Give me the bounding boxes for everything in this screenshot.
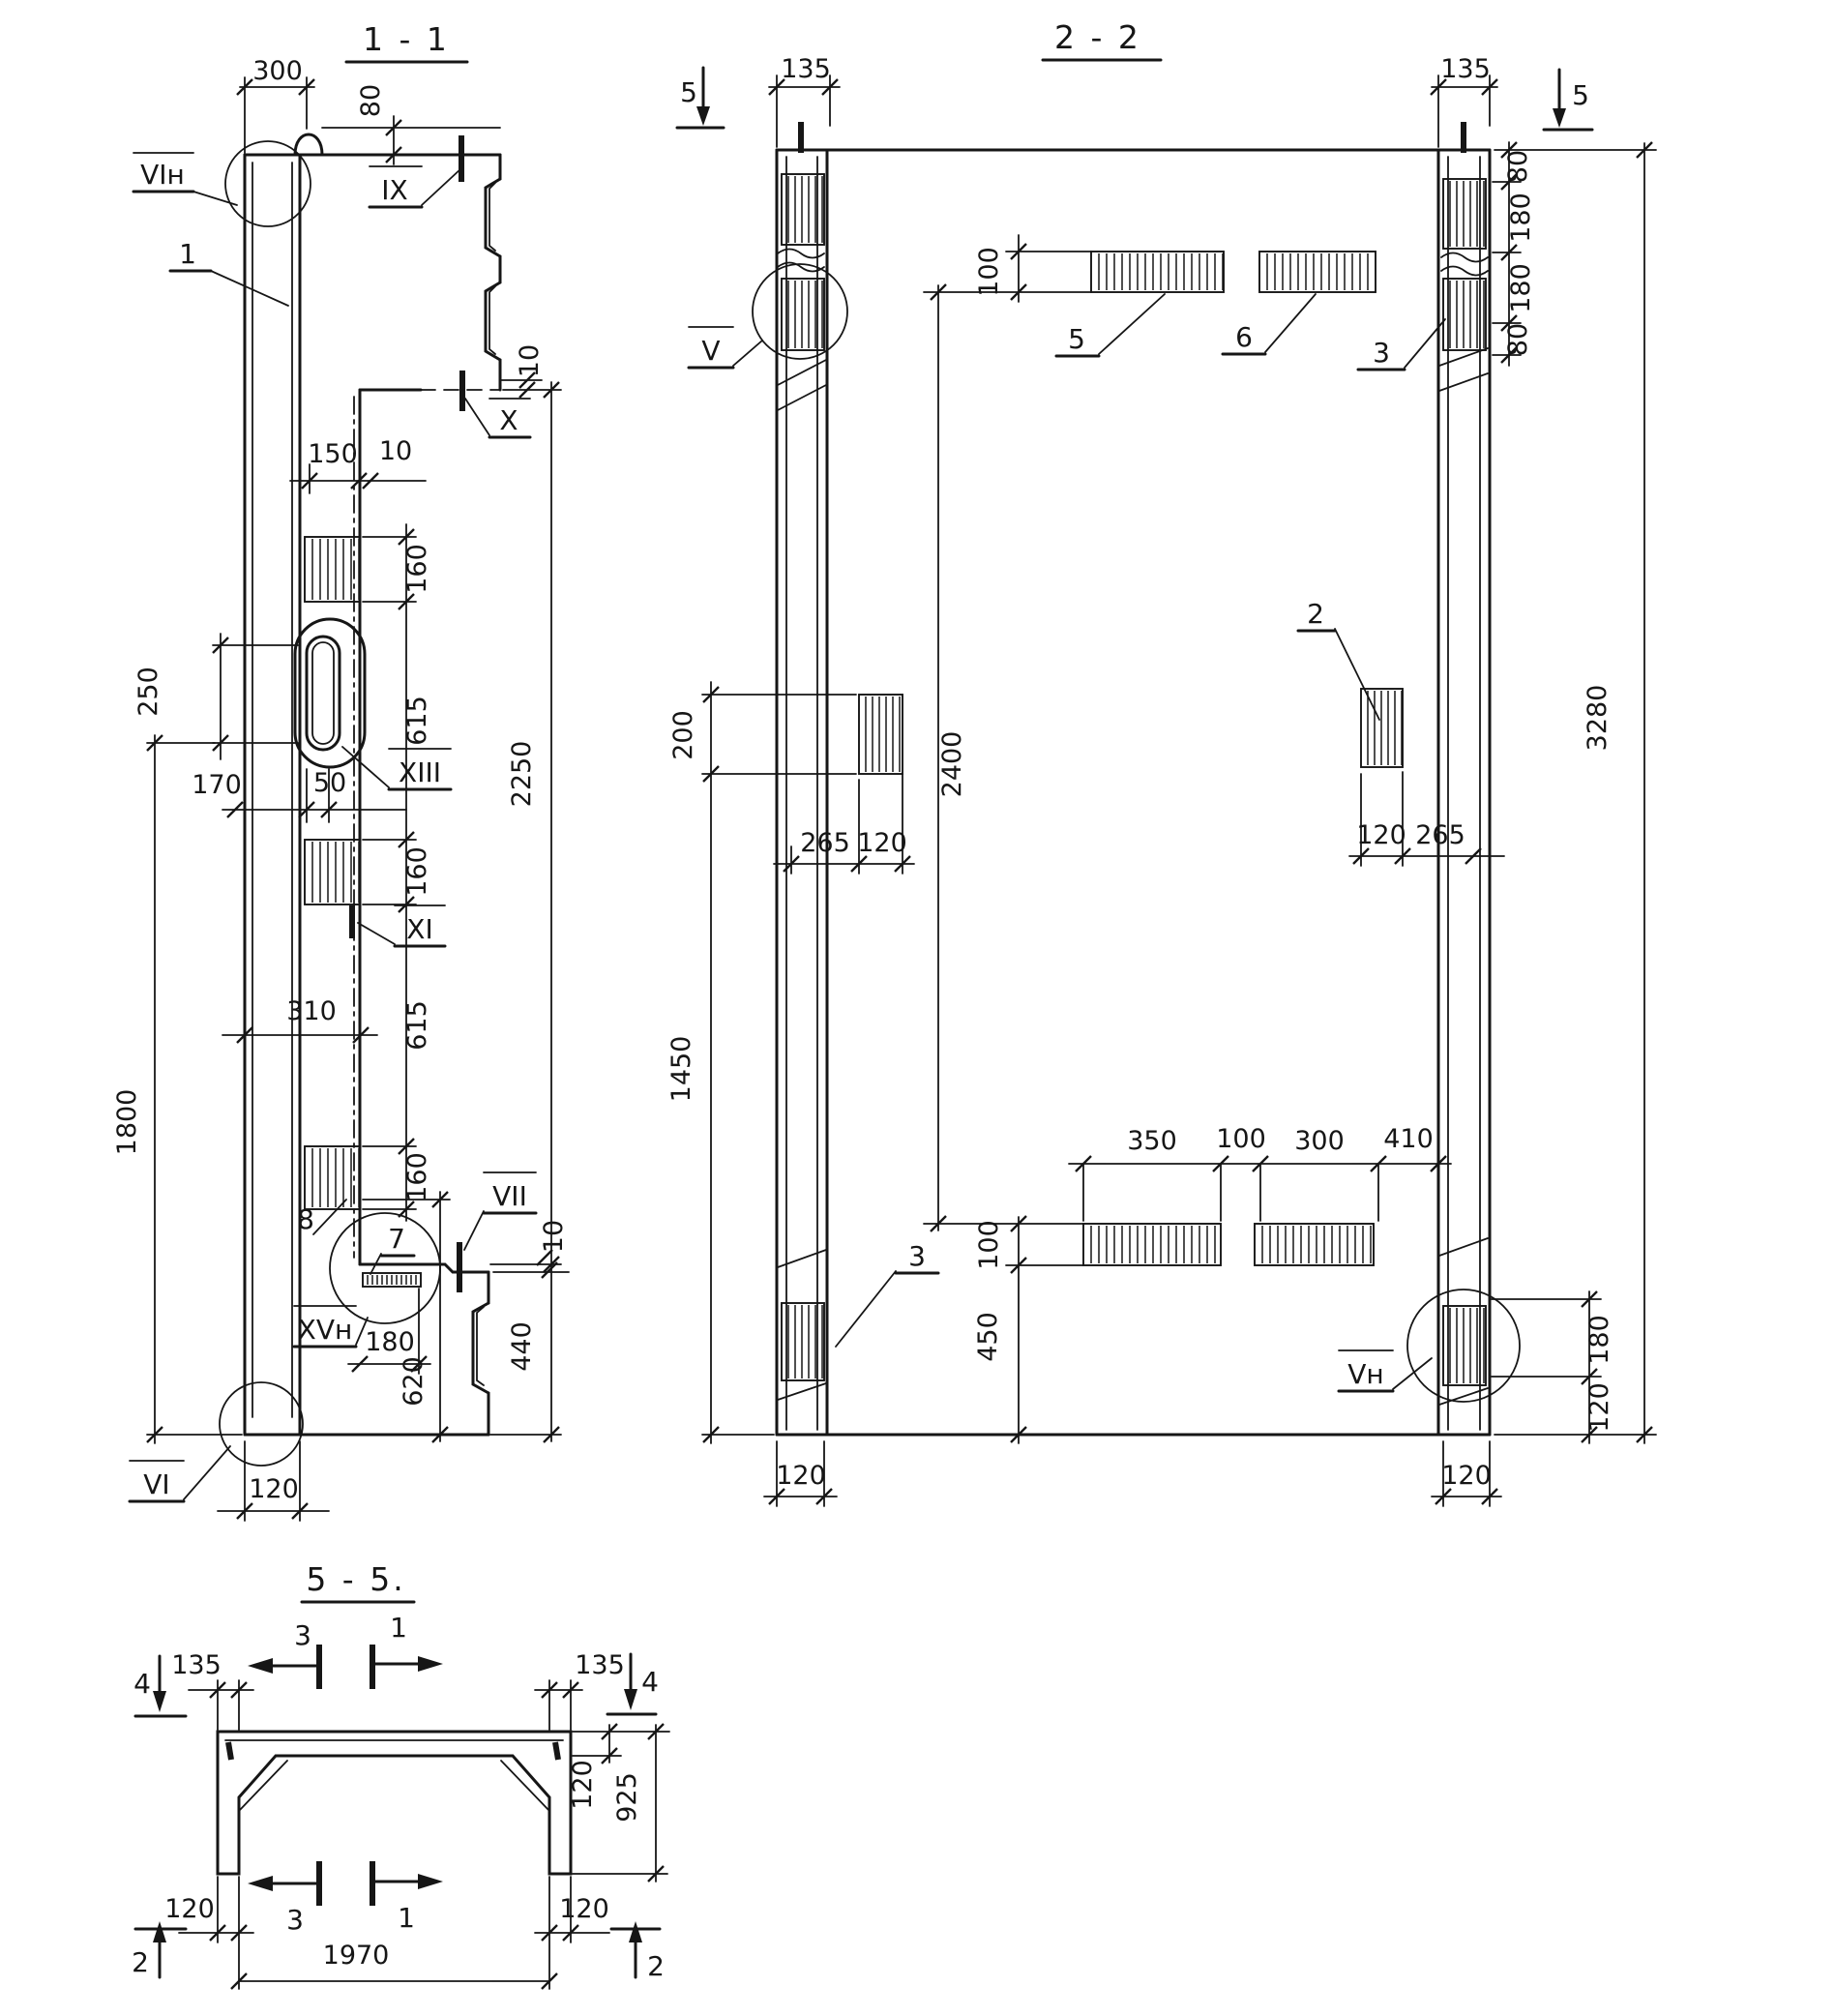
dim-100-mid: 100 (1216, 1124, 1266, 1154)
dim-450: 450 (973, 1312, 1003, 1362)
mark-2-left: 2 (132, 1946, 149, 1978)
dim-120-slab: 120 (568, 1760, 598, 1810)
dim-160-c: 160 (402, 1152, 432, 1202)
label-xi: XI (406, 913, 433, 945)
dim-80: 80 (356, 83, 386, 118)
dim-170: 170 (192, 770, 242, 800)
dim-180-a: 180 (1506, 193, 1536, 243)
dim-200: 200 (668, 710, 698, 760)
dim-150: 150 (308, 439, 358, 469)
stirrup-zone (305, 840, 360, 904)
mark-4-left: 4 (133, 1668, 151, 1700)
dim-10-step: 10 (378, 436, 413, 466)
dim-250: 250 (133, 667, 163, 717)
dim-10-bottom: 10 (539, 1219, 569, 1254)
stirrup-zone (305, 537, 360, 602)
label-v: V (701, 335, 721, 367)
anchor-zone-6 (1259, 252, 1376, 292)
dim-120-br: 120 (1441, 1461, 1492, 1491)
mark-4-right: 4 (641, 1666, 659, 1698)
label-vin: VIн (140, 159, 185, 191)
dim-300: 300 (1294, 1126, 1345, 1156)
anchor-zone-5 (1091, 252, 1224, 292)
dim-925: 925 (612, 1772, 642, 1823)
label-xvn: XVн (297, 1314, 353, 1346)
dim-1800: 1800 (112, 1088, 142, 1156)
dim-135-right: 135 (1440, 54, 1491, 84)
dim-10-top: 10 (515, 343, 545, 378)
label-2: 2 (1307, 598, 1324, 630)
label-vi: VI (143, 1468, 170, 1500)
label-vn: Vн (1347, 1358, 1384, 1390)
dim-440: 440 (507, 1321, 537, 1372)
dim-120-br: 120 (559, 1894, 609, 1924)
dim-135-right: 135 (575, 1650, 625, 1680)
dim-615-b: 615 (402, 1000, 432, 1051)
dim-300: 300 (252, 56, 303, 86)
dim-180-b: 180 (1506, 263, 1536, 313)
section-1-1-title: 1 - 1 (363, 20, 450, 58)
dim-2250: 2250 (507, 740, 537, 808)
anchor-zone-2 (1361, 689, 1403, 767)
dim-1450: 1450 (666, 1035, 696, 1103)
label-3-bottom: 3 (908, 1240, 926, 1272)
anchor-zone (859, 695, 903, 774)
section-2-2 (666, 18, 1656, 1506)
dim-2400: 2400 (937, 730, 967, 798)
detail-circle-vi (220, 1382, 303, 1466)
label-xiii: XIII (399, 756, 441, 788)
dim-180-r: 180 (1584, 1315, 1614, 1365)
mark-3-bottom: 3 (286, 1904, 304, 1936)
label-7: 7 (388, 1223, 405, 1255)
dim-350: 350 (1127, 1126, 1177, 1156)
section-2-2-title: 2 - 2 (1054, 18, 1141, 56)
dim-120: 120 (249, 1474, 299, 1504)
dim-135-left: 135 (781, 54, 831, 84)
mark-5-left: 5 (680, 76, 697, 108)
mark-1-top: 1 (390, 1612, 407, 1644)
anchor-zone (1255, 1224, 1374, 1265)
dim-120-rb: 120 (1584, 1382, 1614, 1433)
section-1-1 (112, 20, 569, 1521)
lifting-loop (295, 134, 322, 155)
label-8: 8 (297, 1203, 314, 1235)
label-ix: IX (381, 174, 408, 206)
section-5-5-title: 5 - 5. (306, 1560, 406, 1598)
label-vii: VII (492, 1180, 527, 1212)
dim-120-bl: 120 (776, 1461, 826, 1491)
dim-410: 410 (1383, 1124, 1434, 1154)
anchor-plate (363, 1273, 421, 1287)
dim-ticks (210, 1682, 664, 1989)
label-5: 5 (1068, 323, 1085, 355)
dim-265-right: 265 (1415, 820, 1465, 850)
section-5-5 (132, 1560, 669, 1989)
dim-310: 310 (286, 996, 337, 1026)
dim-3280: 3280 (1583, 684, 1613, 752)
dim-180: 180 (365, 1327, 415, 1357)
dim-100-top: 100 (974, 247, 1004, 297)
dim-160-a: 160 (402, 544, 432, 594)
dim-80-a: 80 (1503, 149, 1533, 184)
mark-1-bottom: 1 (398, 1902, 415, 1934)
dim-100-bottom: 100 (974, 1220, 1004, 1270)
mark-3-top: 3 (294, 1619, 311, 1651)
dim-120-bl: 120 (164, 1894, 215, 1924)
dim-160-b: 160 (402, 846, 432, 897)
label-x: X (499, 404, 518, 436)
dim-265-left: 265 (800, 828, 850, 858)
label-6: 6 (1235, 321, 1253, 353)
label-1: 1 (179, 238, 196, 270)
dim-620: 620 (399, 1356, 429, 1407)
stirrup-zone (305, 1146, 360, 1209)
mark-5-right: 5 (1572, 79, 1589, 111)
dim-120-left: 120 (857, 828, 907, 858)
dim-135-left: 135 (171, 1650, 222, 1680)
dim-615-a: 615 (402, 696, 432, 746)
channel-outline (218, 1732, 571, 1874)
mark-2-right: 2 (647, 1950, 665, 1982)
label-3-top: 3 (1373, 337, 1390, 369)
dim-50: 50 (312, 768, 347, 798)
dim-1970: 1970 (322, 1941, 390, 1971)
dim-120-right: 120 (1356, 820, 1406, 850)
anchor-zone (1083, 1224, 1221, 1265)
dim-80-b: 80 (1503, 322, 1533, 357)
